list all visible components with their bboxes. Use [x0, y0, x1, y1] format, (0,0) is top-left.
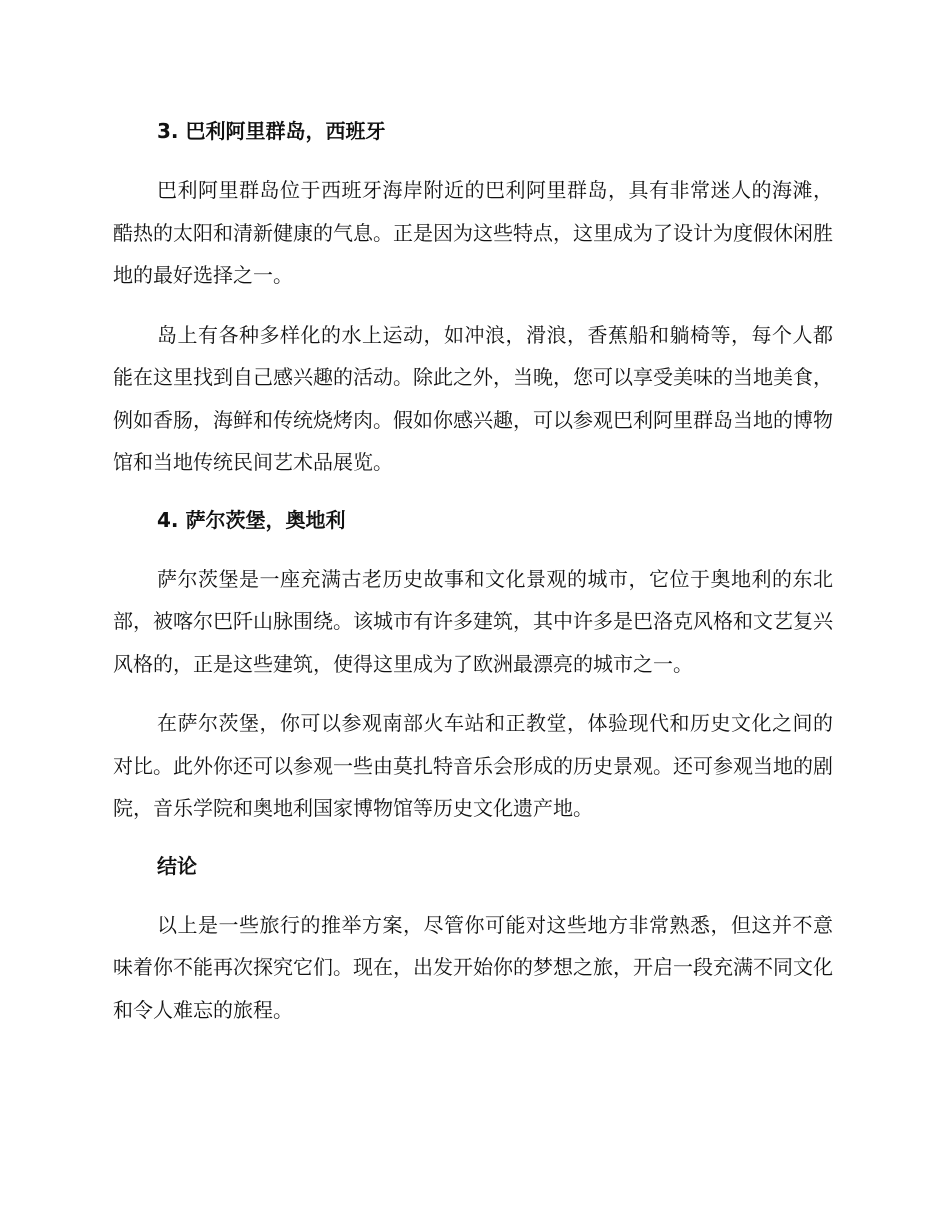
- section-heading-conclusion: 结论: [157, 853, 197, 878]
- section-heading-salzburg: 4. 萨尔茨堡，奥地利: [157, 507, 346, 532]
- paragraph-salzburg-sights: 在萨尔茨堡，你可以参观南部火车站和正教堂，体验现代和历史文化之间的对比。此外你还可以参观一些由莫扎特音乐会形成的历史景观。还可参观当地的剧院，音乐学院和奥地利国家博物馆等历史文化遗产地。: [113, 711, 833, 820]
- paragraph-conclusion: 以上是一些旅行的推举方案，尽管你可能对这些地方非常熟悉，但这并不意味着你不能再次探究它们。现在，出发开始你的梦想之旅，开启一段充满不同文化和令人难忘的旅程。: [113, 912, 833, 1022]
- paragraph-salzburg-intro: 萨尔茨堡是一座充满古老历史故事和文化景观的城市，它位于奥地利的东北部，被喀尔巴阡山脉围绕。该城市有许多建筑，其中许多是巴洛克风格和文艺复兴风格的，正是这些建筑，使得这里成为了欧洲最漂亮的城市之一。: [113, 566, 833, 676]
- document-body: [113, 112, 833, 1031]
- section-heading-balearic: 3. 巴利阿里群岛，西班牙: [157, 119, 386, 143]
- paragraph-balearic-activities: 岛上有各种多样化的水上运动，如冲浪，滑浪，香蕉船和躺椅等，每个人都能在这里找到自己感兴趣的活动。除此之外，当晚，您可以享受美味的当地美食，例如香肠，海鲜和传统烧烤肉。假如你感兴趣，可以参观巴利阿里群岛当地的博物馆和当地传统民间艺术品展览。: [113, 322, 833, 474]
- paragraph-balearic-intro: 巴利阿里群岛位于西班牙海岸附近的巴利阿里群岛，具有非常迷人的海滩，酷热的太阳和清新健康的气息。正是因为这些特点，这里成为了设计为度假休闲胜地的最好选择之一。: [113, 178, 833, 287]
